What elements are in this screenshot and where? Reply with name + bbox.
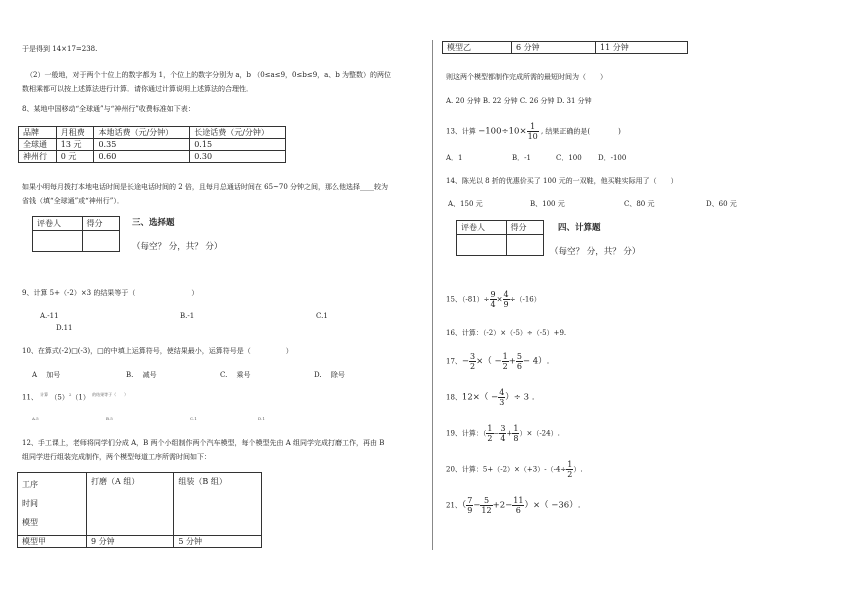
table-cell: 0.35 <box>94 139 190 151</box>
q14: 14、陈光以 8 折的优惠价买了 100 元的一双鞋，他买鞋实际用了（ ） <box>446 177 678 185</box>
intro-line: 于是得到 14×17=238. <box>22 45 98 53</box>
table-cell: 0 元 <box>56 151 94 163</box>
process-table <box>17 472 262 548</box>
fee-table <box>18 126 286 163</box>
q15: 15、（-81）÷ $\frac{9}{4}$ × $\frac{4}{9}$ ÷（-16） <box>446 290 541 309</box>
q9-option-d: D.11 <box>56 324 73 332</box>
table-cell: 11 分钟 <box>596 42 688 54</box>
section-note: （每空？ 分，共？ 分） <box>132 242 223 252</box>
table-cell: 9 分钟 <box>87 536 174 548</box>
q11-small-a: 计算 <box>40 392 49 397</box>
table-corner-cell <box>18 473 87 536</box>
score-cell <box>506 235 544 256</box>
q12-options: A. 20 分钟 B. 22 分钟 C. 26 分钟 D. 31 分钟 <box>446 97 592 105</box>
q9-option-c: C.1 <box>316 312 328 320</box>
table-cell: 6 分钟 <box>512 42 596 54</box>
section-title: 三、选择题 <box>132 218 175 228</box>
q11-prefix: 11、 <box>22 393 38 402</box>
q11-expr: （5） <box>50 393 69 402</box>
q13-option-a: A．1 <box>446 154 463 162</box>
table-cell: 13 元 <box>56 139 94 151</box>
score-box <box>456 220 544 256</box>
table-row <box>443 42 688 54</box>
q11-option-d: D.1 <box>258 416 265 421</box>
table-header-cell: 本地话费（元/分钟） <box>94 127 190 139</box>
score-box-label: 评卷人 <box>457 221 507 235</box>
q9: 9、计算 5+（-2）×3 的结果等于（ ） <box>22 289 199 297</box>
grader-cell <box>33 231 83 252</box>
q21: 21、（ $\frac{7}{9}$ − $\frac{5}{12}$ +2− $\frac{11}{6}$ ）×（ −36）. <box>446 496 581 515</box>
q8-stem: 8、某地中国移动“全球通”与“神州行”收费标准如下表： <box>22 105 195 113</box>
q13-option-d: D．-100 <box>598 154 627 162</box>
score-box-label: 评卷人 <box>33 217 83 231</box>
table-cell: 0.60 <box>94 151 190 163</box>
q12-line2: 组同学进行组装完成制作，两个模型每道工序所需时间如下： <box>22 453 211 461</box>
q10-option-b: B. 减号 <box>126 371 157 379</box>
q8-line2: 省钱（填“全球通”或“神州行”）． <box>22 197 124 205</box>
table-header-cell: 打磨（A 组） <box>87 473 174 536</box>
q10-option-c: C. 乘号 <box>220 371 251 379</box>
score-cell <box>82 231 120 252</box>
q14-option-b: B、100 元 <box>530 200 565 208</box>
column-divider <box>432 40 433 550</box>
corner-label-time: 时间 <box>22 499 38 508</box>
section-note: （每空？ 分，共？ 分） <box>550 247 641 257</box>
q11-exp: 2 <box>68 392 72 397</box>
table-cell: 全球通 <box>19 139 57 151</box>
corner-label-process: 工序 <box>22 480 38 489</box>
table-header-cell: 长途话费（元/分钟） <box>190 127 286 139</box>
q11-paren: （1） <box>71 393 90 402</box>
q10: 10、在算式(-2)□(-3)，□的中填上运算符号，使结果最小，运算符号是（ ） <box>22 347 293 355</box>
q11-option-a: A.5 <box>32 416 39 421</box>
q13-suffix: , 结果正确的是( ) <box>540 127 621 136</box>
q19: 19、计算：（ $\frac{1}{2}$ − $\frac{3}{4}$ + $\frac{1}{8}$ ）×（-24）. <box>446 424 560 443</box>
table-header-cell: 月租费 <box>56 127 94 139</box>
q13-prefix: 13、计算 <box>446 127 476 136</box>
table-cell: 神州行 <box>19 151 57 163</box>
q18: 18、12×（ − $\frac{4}{3}$ ）÷ 3 . <box>446 388 535 407</box>
q7-part2-line2: 数相乘都可以按上述算法进行计算．请你通过计算说明上述算法的合理性． <box>22 85 253 93</box>
q17: 17、− $\frac{3}{2}$ ×（ − $\frac{1}{2}$ + $\frac{5}{6}$ − 4）. <box>446 352 550 371</box>
q11-option-c: C.1 <box>190 416 197 421</box>
q20: 20、计算：5+（-2）×（+3）-（-4÷ $\frac{1}{2}$ ）. <box>446 460 583 479</box>
table-cell: 模型乙 <box>443 42 512 54</box>
q10-option-a: A 加号 <box>32 371 61 379</box>
table-cell: 0.15 <box>190 139 286 151</box>
q10-option-d: D. 除号 <box>314 371 345 379</box>
q9-option-a: A.-11 <box>40 312 59 320</box>
score-box-label: 得分 <box>82 217 120 231</box>
table-cell: 5 分钟 <box>174 536 262 548</box>
score-box <box>32 216 120 252</box>
table-header-cell: 品牌 <box>19 127 57 139</box>
q11-small-b: 的结果等于（ ） <box>92 392 129 397</box>
section-title: 四、计算题 <box>558 223 601 233</box>
q12-line1: 12、手工课上，老师将同学们分成 A，B 两个小组制作两个汽车模型，每个模型先由 A 组同学完成打磨工作，再由 B <box>22 439 385 447</box>
q13-expr: −100÷10× <box>478 126 527 137</box>
process-table-continued <box>442 41 688 54</box>
q7-part2-line1: （2）一般地，对于两个十位上的数字都为 1，个位上的数字分别为 a，b （0≤a≤9，0≤b≤9，a、b 为整数）的两位 <box>26 71 392 79</box>
q13-fraction: $\frac{1}{10}$ <box>527 122 538 141</box>
q11-option-b: B.5 <box>106 416 113 421</box>
table-row <box>19 151 286 163</box>
q14-option-c: C、80 元 <box>624 200 655 208</box>
table-row <box>18 536 262 548</box>
table-header-row <box>19 127 286 139</box>
q9-option-b: B.-1 <box>180 312 195 320</box>
table-cell: 0.30 <box>190 151 286 163</box>
q13 <box>446 122 621 141</box>
q14-option-a: A、150 元 <box>448 200 483 208</box>
q16: 16、计算：（-2）×（-5）÷（-5）+9. <box>446 329 567 337</box>
q14-option-d: D、60 元 <box>706 200 737 208</box>
q13-option-c: C．100 <box>556 154 582 162</box>
table-header-cell: 组装（B 组） <box>174 473 262 536</box>
corner-label-model: 模型 <box>22 518 38 527</box>
q11 <box>22 392 128 402</box>
grader-cell <box>457 235 507 256</box>
score-box-label: 得分 <box>506 221 544 235</box>
q12-ask: 则这两个模型都制作完成所需的最短时间为（ ） <box>446 73 607 81</box>
q13-option-b: B．-1 <box>512 154 531 162</box>
table-row <box>19 139 286 151</box>
q8-line1: 如果小明每月拨打本地电话时间是长途电话时间的 2 倍，且每月总通话时间在 65~70 分钟之间，那么他选择____较为 <box>22 183 389 191</box>
table-cell: 模型甲 <box>18 536 87 548</box>
